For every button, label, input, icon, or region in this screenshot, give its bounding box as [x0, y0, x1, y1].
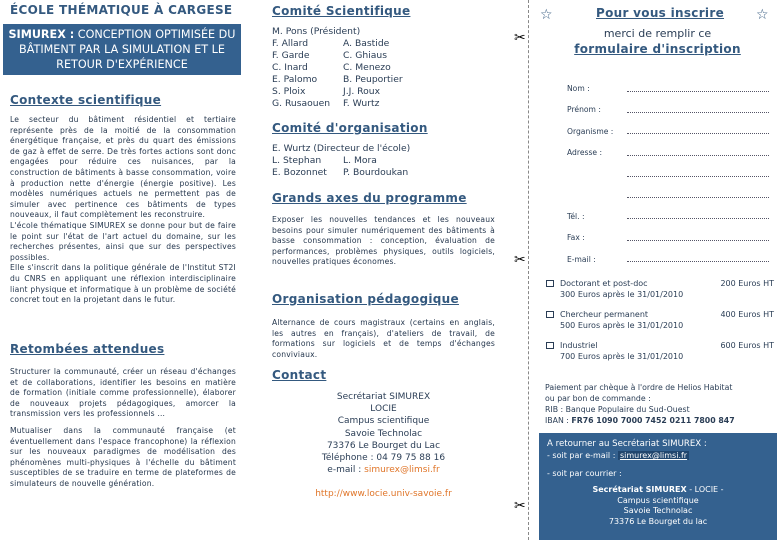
field-label: Fax : [567, 233, 585, 243]
payment-line: ou par bon de commande : [545, 394, 651, 403]
field-blank[interactable] [627, 213, 769, 219]
price-label: Industriel [560, 341, 598, 350]
list-item [272, 74, 403, 86]
scissors-icon: ✂ [514, 30, 526, 46]
context-section [10, 115, 236, 306]
price-option[interactable] [546, 309, 774, 331]
contact-block [272, 391, 495, 501]
field-label: Nom : [567, 84, 590, 94]
checkbox[interactable] [546, 342, 554, 349]
context-paragraph: Elle s'inscrit dans la politique générale de l'Institut ST2I du CNRS en appliquant une réflexion interdisciplinaire liant physique et informatique à un problème de société concret tout en la projetant dans le futur. [10, 263, 236, 305]
member: C. Menezo [343, 62, 391, 73]
member: C. Ghiaus [343, 50, 387, 61]
form-link[interactable]: formulaire d'inscription [574, 42, 741, 56]
price-options [546, 278, 774, 371]
title-banner [3, 24, 241, 75]
form-row-adresse-3[interactable] [567, 184, 777, 205]
contact-line: Téléphone : 04 79 75 88 16 [321, 453, 446, 464]
field-blank[interactable] [627, 235, 769, 241]
field-blank[interactable] [627, 192, 769, 198]
scientific-committee-list [272, 26, 403, 110]
list-item [272, 155, 410, 167]
member: E. Palomo [272, 74, 318, 85]
program-heading: Grands axes du programme [272, 191, 467, 205]
address-bold: Secrétariat SIMUREX [592, 485, 687, 494]
price-option[interactable] [546, 278, 774, 300]
late-price: 300 Euros après le 31/01/2010 [560, 290, 684, 299]
field-blank[interactable] [627, 171, 769, 177]
contact-line: LOCIE [370, 404, 397, 415]
form-row-adresse[interactable] [567, 142, 777, 163]
field-blank[interactable] [627, 86, 769, 92]
list-item [272, 38, 403, 50]
iban-value: FR76 1090 7000 7452 0211 7800 847 [571, 416, 735, 425]
field-blank[interactable] [627, 128, 769, 134]
context-paragraph: L'école thématique SIMUREX se donne pour but de faire le point sur l'état de l'art actuel du domaine, sur les recherches présentes, ainsi que sur des perspectives possibles. [10, 220, 236, 262]
member: L. Mora [343, 155, 377, 166]
banner-bold: SIMUREX : [8, 28, 75, 41]
address-line: Campus scientifique [617, 495, 699, 505]
contact-email-link[interactable]: simurex@limsi.fr [364, 465, 440, 476]
field-label: E-mail : [567, 254, 596, 264]
list-item [272, 167, 410, 179]
list-item [272, 62, 403, 74]
payment-info [545, 382, 735, 426]
late-price: 700 Euros après le 31/01/2010 [560, 352, 684, 361]
return-mail-label: - soit par courrier : [547, 469, 622, 478]
form-row-nom[interactable] [567, 78, 777, 99]
address-line: 73376 Le Bourget du lac [608, 516, 708, 526]
payment-line: RIB : Banque Populaire du Sud-Ouest [545, 405, 690, 414]
program-text: Exposer les nouvelles tendances et les nouveaux besoins pour simuler numériquement des bâtiments à basse consommation : conception, évaluation de performances, problèmes physiques, outils logiciels, nouvelles pratiques économes. [272, 215, 495, 267]
member: E. Bozonnet [272, 167, 327, 178]
contact-line: Savoie Technolac [344, 428, 423, 439]
member: A. Bastide [343, 38, 390, 49]
field-blank[interactable] [627, 150, 769, 156]
outcomes-paragraph: Structurer la communauté, créer un réseau d'échanges et de collaborations, identifier les besoins en matière de formation (initiale comme professionnelle), élaborer de nouveaux projets pédagogiques, amorcer la transmission vers les professionnels … [10, 367, 236, 419]
member: S. Ploix [272, 86, 306, 97]
register-subtitle: merci de remplir ce [603, 27, 712, 40]
price-option[interactable] [546, 340, 774, 362]
field-blank[interactable] [627, 256, 769, 262]
address-rest: - LOCIE - [686, 485, 724, 494]
registration-form [567, 78, 777, 270]
field-label: Organisme : [567, 126, 614, 136]
list-item [272, 86, 403, 98]
price-label: Doctorant et post-doc [560, 279, 648, 288]
contact-heading: Contact [272, 368, 327, 382]
outcomes-heading: Retombées attendues [10, 342, 165, 356]
address-line: Savoie Technolac [623, 506, 693, 515]
return-box [539, 433, 777, 540]
form-row-tel[interactable] [567, 206, 777, 227]
contact-line: 73376 Le Bourget du Lac [326, 440, 441, 451]
price-value: 600 Euros HT [720, 341, 774, 350]
member: B. Peuportier [343, 74, 403, 85]
member: C. Inard [272, 62, 308, 73]
committee-director: E. Wurtz (Directeur de l'école) [272, 143, 411, 154]
return-title: A retourner au Secrétariat SIMUREX : [547, 439, 707, 449]
register-heading: Pour vous inscrire [596, 6, 725, 20]
website-link[interactable]: http://www.locie.univ-savoie.fr [315, 489, 452, 500]
star-icon: ☆ [756, 7, 769, 23]
member: F. Wurtz [343, 98, 380, 109]
return-email-link[interactable]: simurex@limsi.fr [619, 451, 688, 460]
context-heading: Contexte scientifique [10, 93, 162, 107]
price-value: 400 Euros HT [720, 310, 774, 319]
payment-line: Paiement par chèque à l'ordre de Helios Habitat [545, 383, 733, 392]
return-address [547, 485, 769, 527]
email-label: e-mail : [327, 465, 365, 476]
form-row-fax[interactable] [567, 227, 777, 248]
late-price: 500 Euros après le 31/01/2010 [560, 321, 684, 330]
form-row-adresse-2[interactable] [567, 163, 777, 184]
organisation-committee-heading: Comité d'organisation [272, 121, 428, 135]
contact-line: Secrétariat SIMUREX [336, 392, 431, 402]
form-row-email[interactable] [567, 248, 777, 269]
member: F. Allard [272, 38, 309, 49]
context-paragraph: Le secteur du bâtiment résidentiel et tertiaire représente près de la moitié de la consommation énergétique française, et près du quart des émissions de gaz à effet de serre. De très fortes actions sont donc engagées pour réduire ces nuisances, par la construction de bâtiments à basse consommation, voire à production nette d'énergie (énergie positive). Les modèles numériques actuels ne permettent pas de simuler avec pertinence ces bâtiments de types nouveaux, il faut complètement les reconstruire. [10, 115, 236, 220]
return-email-label: - soit par e-mail : [547, 451, 618, 460]
banner-text: CONCEPTION OPTIMISÉE DU BÂTIMENT PAR LA SIMULATION ET LE RETOUR D'EXPÉRIENCE [19, 28, 236, 71]
price-label: Chercheur permanent [560, 310, 649, 319]
member: L. Stephan [272, 155, 322, 166]
field-label: Prénom : [567, 105, 601, 115]
scissors-icon: ✂ [514, 252, 526, 268]
contact-line: Campus scientifique [337, 416, 430, 427]
member: J.J. Roux [343, 86, 381, 97]
pedagogy-heading: Organisation pédagogique [272, 292, 459, 306]
organisation-committee-list [272, 143, 410, 179]
outcomes-paragraph: Mutualiser dans la communauté française (et éventuellement dans l'espace francophone) la réflexion sur les nouveaux paradigmes de modélisation des phénomènes multi-physiques à l'échelle du bâtiment susceptibles de se traduire en terme de plateformes de simulateurs de nouvelle génération. [10, 425, 236, 488]
iban-label: IBAN : [545, 416, 572, 425]
committee-president: M. Pons (Président) [272, 26, 361, 37]
member: P. Bourdoukan [343, 167, 409, 178]
scientific-committee-heading: Comité Scientifique [272, 4, 411, 18]
checkbox[interactable] [546, 280, 554, 287]
form-row-prenom[interactable] [567, 99, 777, 120]
list-item [272, 98, 403, 110]
pedagogy-text: Alternance de cours magistraux (certains en anglais, les autres en français), d'ateliers de travail, de formations sur logiciels et de temps d'échanges conviviaux. [272, 318, 495, 359]
form-row-organisme[interactable] [567, 121, 777, 142]
outcomes-section [10, 367, 236, 490]
member: G. Rusaouen [272, 98, 331, 109]
list-item [272, 50, 403, 62]
field-blank[interactable] [627, 107, 769, 113]
star-icon: ☆ [540, 7, 553, 23]
school-title: ÉCOLE THÉMATIQUE À CARGESE [10, 3, 233, 17]
scissors-icon: ✂ [514, 498, 526, 514]
field-label: Tél. : [567, 211, 585, 221]
field-label: Adresse : [567, 148, 603, 158]
member: F. Garde [272, 50, 310, 61]
price-value: 200 Euros HT [720, 279, 774, 288]
cut-line [528, 0, 529, 540]
checkbox[interactable] [546, 311, 554, 318]
